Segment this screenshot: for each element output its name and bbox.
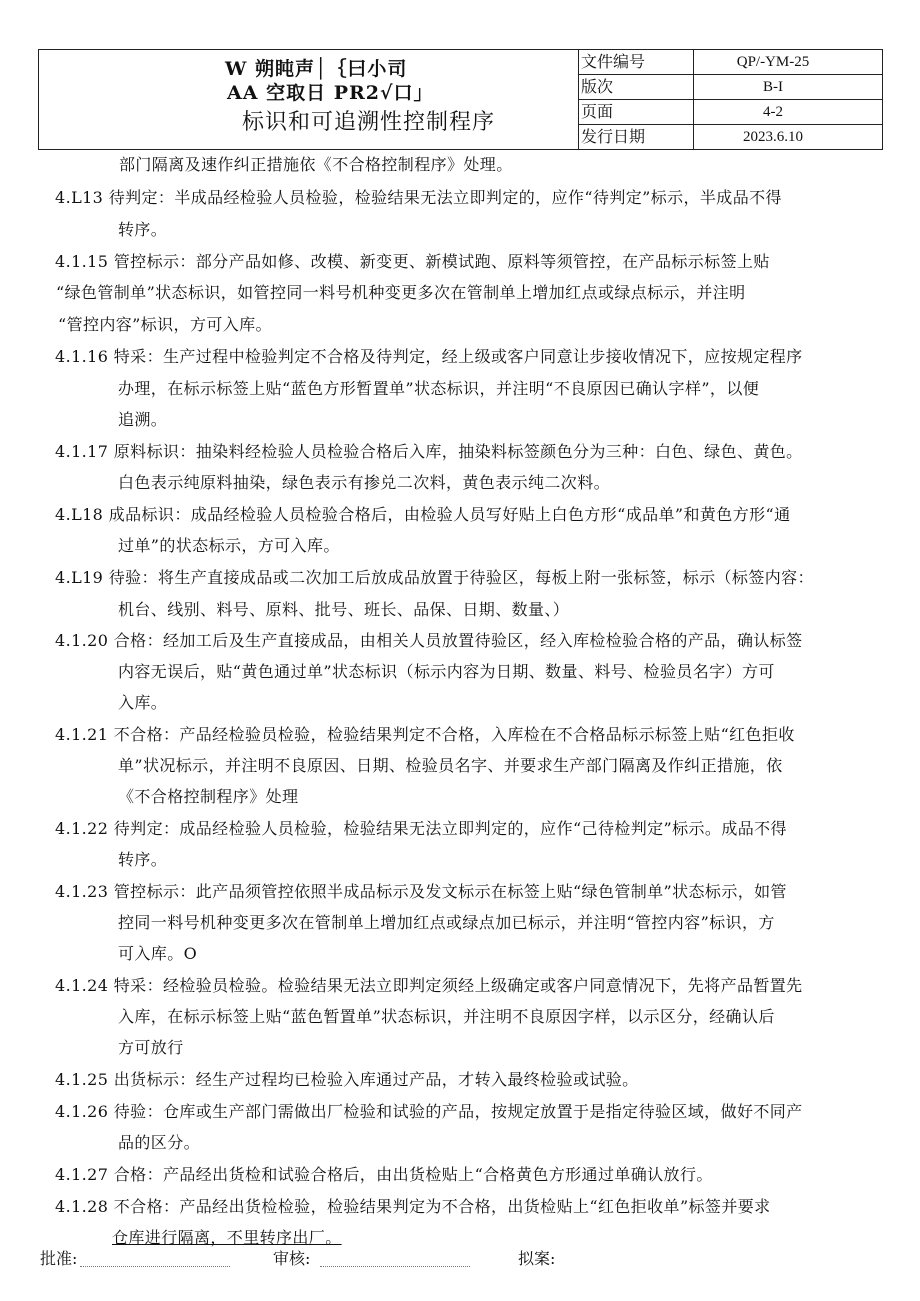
body-line: 4.1.20 合格：经加工后及生产直接成品，由相关人员放置待验区，经入库检检验合格的产品，确认标签 <box>55 631 803 650</box>
approve-label: 批准: <box>40 1249 78 1268</box>
approve-signature-line <box>80 1266 230 1267</box>
body-line: 方可放行 <box>118 1038 184 1057</box>
body-line: 4.1.27 合格：产品经出货检和试验合格后，由出货检贴上“合格黄色方形通过单确认放行。 <box>55 1165 713 1184</box>
body-line: 转序。 <box>118 850 168 869</box>
document-title: 标识和可追溯性控制程序 <box>242 110 496 135</box>
body-line: 4.1.25 出货标示：经生产过程均已检验入库通过产品，才转入最终检验或试验。 <box>55 1070 639 1089</box>
issue-date-row <box>579 125 882 149</box>
review-label: 审核: <box>273 1249 311 1268</box>
body-line: 过单”的状态标示，方可入库。 <box>118 536 340 555</box>
document-header <box>38 49 883 150</box>
version-row <box>579 75 882 100</box>
body-line: 4.L18 成品标识：成品经检验人员检验合格后，由检验人员写好贴上白色方形“成品单”和黄色方形“通 <box>55 505 791 524</box>
body-line: 4.L13 待判定：半成品经检验人员检验，检验结果无法立即判定的，应作“待判定”标示，半成品不得 <box>55 188 782 207</box>
body-line: 机台、线别、料号、原料、批号、班长、品保、日期、数量、） <box>118 600 570 619</box>
header-info-table <box>579 50 882 149</box>
body-line: 4.1.16 特采：生产过程中检验判定不合格及待判定，经上级或客户同意让步接收情况下，应按规定程序 <box>55 347 803 366</box>
body-line: 可入库。O <box>118 944 198 963</box>
body-line: “绿色管制单”状态标识，如管控同一料号机种变更多次在管制单上增加红点或绿点标示，并注明 <box>56 283 746 302</box>
version-value: B-I <box>763 79 783 95</box>
body-line: 4.1.26 待验：仓库或生产部门需做出厂检验和试验的产品，按规定放置于是指定待验区域，做好不同产 <box>55 1102 803 1121</box>
page-row <box>579 100 882 125</box>
review-signature-line <box>320 1266 470 1267</box>
body-line: 4.1.24 特采：经检验员检验。检验结果无法立即判定须经上级确定或客户同意情况下，先将产品暂置先 <box>55 976 803 995</box>
body-line: 4.1.17 原料标识：抽染料经检验人员检验合格后入库，抽染料标签颜色分为三种：白色、绿色、黄色。 <box>55 442 803 461</box>
issue-date-value: 2023.6.10 <box>743 129 803 145</box>
draft-label: 拟案: <box>518 1249 556 1268</box>
header-title-block <box>39 50 579 149</box>
body-line: 入库。 <box>118 693 168 712</box>
doc-number-label: 文件编号 <box>579 50 694 74</box>
doc-number-row <box>579 50 882 75</box>
body-line: 内容无误后，贴“黄色通过单”状态标识（标示内容为日期、数量、料号、检验员名字）方可 <box>118 662 775 681</box>
body-line: 追溯。 <box>118 410 168 429</box>
body-line: 白色表示纯原料抽染，绿色表示有掺兑二次料，黄色表示纯二次料。 <box>118 473 611 492</box>
body-line: 部门隔离及速作纠正措施依《不合格控制程序》处理。 <box>119 155 513 174</box>
body-line-underlined: 仓库进行隔离，不里转序出厂。 <box>112 1228 342 1247</box>
page-label: 页面 <box>579 100 694 124</box>
version-label: 版次 <box>579 75 694 99</box>
body-line: 4.1.22 待判定：成品经检验人员检验，检验结果无法立即判定的，应作“己待检判定”标示。成品不得 <box>55 819 787 838</box>
body-line: 《不合格控制程序》处理 <box>118 787 299 806</box>
doc-number-value: QP/-YM-25 <box>736 54 810 70</box>
body-line: 品的区分。 <box>118 1133 201 1152</box>
body-line: 控同一料号机种变更多次在管制单上增加红点或绿点加已标示，并注明“管控内容”标识，方 <box>118 913 775 932</box>
body-line: 单”状况标示，并注明不良原因、日期、检验员名字、并要求生产部门隔离及作纠正措施，依 <box>118 756 783 775</box>
company-name-line2: AA 空取日 PR2√口」 <box>227 82 434 104</box>
page-value: 4-2 <box>763 104 783 120</box>
body-line: 4.1.21 不合格：产品经检验员检验，检验结果判定不合格，入库检在不合格品标示标签上贴“红色拒收 <box>55 725 795 744</box>
body-line: 入库，在标示标签上贴“蓝色暂置单”状态标识，并注明不良原因字样，以示区分，经确认后 <box>118 1007 775 1026</box>
body-line: 办理，在标示标签上贴“蓝色方形暂置单”状态标识，并注明“不良原因已确认字样”，以便 <box>118 379 760 398</box>
body-line: 4.1.23 管控标示：此产品须管控依照半成品标示及发文标示在标签上贴“绿色管制单”状态标示，如管 <box>55 882 787 901</box>
issue-date-label: 发行日期 <box>579 125 694 149</box>
body-line: 4.1.28 不合格：产品经出货检检验，检验结果判定为不合格，出货检贴上“红色拒收单”标签并要求 <box>55 1197 771 1216</box>
body-line: 4.1.15 管控标示：部分产品如修、改模、新变更、新模试跑、原料等须管控，在产品标示标签上贴 <box>55 252 770 271</box>
body-line: 转序。 <box>118 220 168 239</box>
body-line: 4.L19 待验：将生产直接成品或二次加工后放成品放置于待验区，每板上附一张标签，标示（标签内容： <box>55 568 814 587</box>
company-name-line1: W 朔盹声│｛曰小司 <box>225 58 408 80</box>
body-line: “管控内容”标识，方可入库。 <box>58 315 272 334</box>
